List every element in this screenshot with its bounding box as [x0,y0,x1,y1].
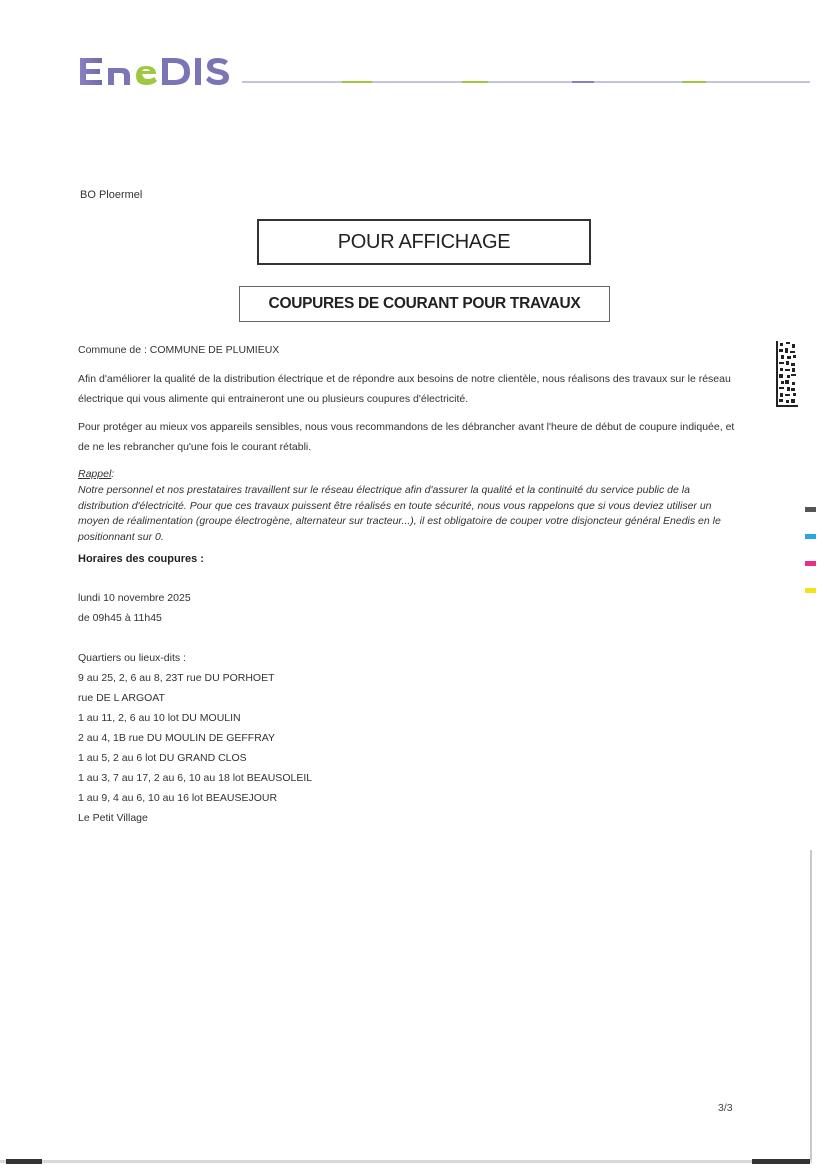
subtitle: COUPURES DE COURANT POUR TRAVAUX [268,295,581,312]
rappel-label-suffix: : [111,468,115,480]
scan-edge-bottom [0,1160,812,1163]
location-item: rue DE L ARGOAT [78,692,165,704]
rappel-label-text: Rappel [78,468,112,480]
main-title-box [257,219,591,265]
location-item: Le Petit Village [78,812,148,824]
location-item: 1 au 11, 2, 6 au 10 lot DU MOULIN [78,712,241,724]
intro-paragraph-1: Afin d'améliorer la qualité de la distribution électrique et de répondre aux besoins de notre clientèle, nous réalisons des travaux sur le réseau électrique qui vous alimente qui entraineront une ou plusieurs coupures d'électricité. [78,373,731,405]
schedule-time: de 09h45 à 11h45 [78,612,162,624]
rappel-label [78,468,114,480]
scan-edge-right [810,850,812,1160]
commune-line: Commune de : COMMUNE DE PLUMIEUX [78,344,280,356]
location-item: 1 au 5, 2 au 6 lot DU GRAND CLOS [78,752,247,764]
print-mark-yellow [805,588,816,593]
agency-reference: BO Ploermel [80,189,143,201]
main-title: POUR AFFICHAGE [337,230,511,253]
location-item: 1 au 9, 4 au 6, 10 au 16 lot BEAUSEJOUR [78,792,278,804]
location-item: 9 au 25, 2, 6 au 8, 23T rue DU PORHOET [78,672,275,684]
intro-paragraph-2: Pour protéger au mieux vos appareils sensibles, nous vous recommandons de les débrancher avant l'heure de début de coupure indiquée, et de ne les rebrancher qu'une fois le courant rétabli. [78,421,735,453]
datamatrix-code-icon [776,341,798,407]
print-mark-gray [805,507,816,512]
location-item: 2 au 4, 1B rue DU MOULIN DE GEFFRAY [78,732,276,744]
locations-title: Quartiers ou lieux-dits : [78,652,186,664]
crop-mark-bottom-left [6,1159,42,1164]
crop-mark-bottom-right [752,1159,810,1164]
schedule-date: lundi 10 novembre 2025 [78,592,191,604]
schedule-title: Horaires des coupures : [78,553,204,565]
header-rule [242,80,810,84]
rappel-text: Notre personnel et nos prestataires travaillent sur le réseau électrique afin d'assurer la qualité et la continuité du service public de la distribution d'électricité. Pour que ces travaux puissent être réalisés en toute sécurité, nous vous rappelons que si vous deviez utiliser un moyen de réalimentation (groupe électrogène, alternateur sur tracteur...), il est obligatoire de couper votre disjoncteur général Enedis en le positionnant sur 0. [78,484,721,543]
location-item: 1 au 3, 7 au 17, 2 au 6, 10 au 18 lot BEAUSOLEIL [78,772,313,784]
print-mark-magenta [805,561,816,566]
print-mark-cyan [805,534,816,539]
enedis-logo [76,52,236,88]
page-number: 3/3 [718,1102,733,1114]
subtitle-box [239,286,610,322]
